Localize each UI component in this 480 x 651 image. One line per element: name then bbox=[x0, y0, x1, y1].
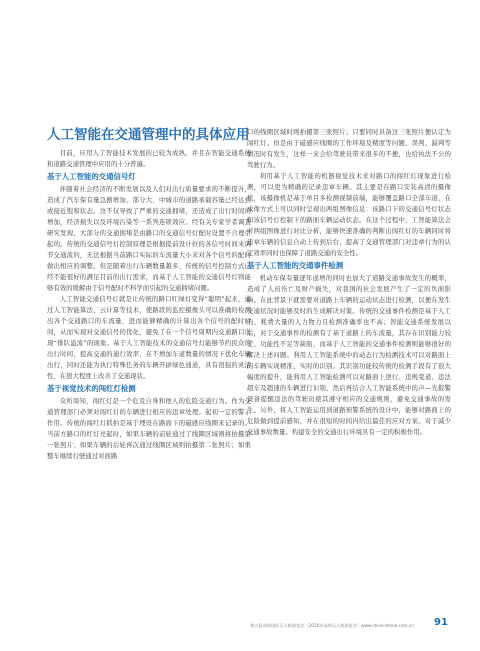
paragraph-red-light-1: 众所周知，闯红灯是一个危及自身和他人的危险交通行为。作为交通管理部门必须对闯红灯的车辆进行相应的违章处理。起初一定的警示作用。传统的闯红灯抓拍是基于埋设在路面下的磁感应线圈来记录的。当前方路口的红灯亮起时，如果车辆的前轮通过了线圈区域则将拍摄第一张照片；如果车辆的后轮再次通过线圈区域则拍摄第二张照片；如果整车继续行驶通过对面路 bbox=[47, 398, 251, 460]
left-column bbox=[47, 127, 251, 462]
section-heading-red-light: 基于视觉技术的闯红灯检测 bbox=[47, 384, 136, 393]
page-footer: 第五届深圳国际无人机展览会（2020年深圳无人机展览会）www.china-drone.com.cn bbox=[250, 623, 414, 628]
section-heading-traffic-lights: 基于人工智能的交通信号灯 bbox=[47, 172, 136, 181]
paragraph-traffic-lights-1: 伴随着社会经济的不断发展以及人们对出行质量要求的不断提升，造成了汽车保有量急剧增加，部分大、中城市的道路承载容量已经达到或接近饱和状态。这不仅导致了严重的交通拥堵，还造成了出行时间的增加，经济损失以及环境污染等一系列连锁效应。经有关专家学者调查研究发现，大部分的交通拥堵是由路口的交通信号灯配时设置不合理引起的。传统的交通信号灯控制原理是根据提前设计好的各信号时间来调节交通流的，无法根据当前路口实际的车流量大小来对各个信号的配时做出相应的调整。但是随着出行车辆数量越多，传统的信号控制方式已经不能很好的满足目前的出行需求，而基于人工智能的交通信号灯则能够有效的缓解由于信号配时不科学而引起的交通拥堵问题。 bbox=[47, 186, 251, 292]
paragraph-red-light-continued: 口的线圈区域时则拍摄第三张照片；只要同时具备这三张照片便认定为闯红灯。但是由于磁感应线圈的工作环境及精度等问题，误判、漏判等情况时有发生，这样一来会给驾驶员带来很多的不便，也给执法不公的驾驶行为。 bbox=[247, 129, 451, 169]
paragraph-incident-detection: 机动车保有量逐年递增的同时也加大了道路交通事故发生的概率，造成了人员伤亡及财产损失，对我国的社会发展产生了一定的负面影响。在此背景下就需要对道路上车辆的运动状态进行检测，以便在发生交通状况时能够及时的生成解决对策。传统的交通事件检测是基于人工的，耗费大量的人力物力且检测准确率也不高；智能交通系统发展以后，对于交通事件的检测有了基于道路上的车流量，其存在识别能力较差、功能性不足等缺陷，而基于人工智能的交通事件检测则能够很好的解决上述问题。利用人工智能系统中的动态行为检测技术可以对路面上的车辆实现精准、实时的识别。其识别功能较传统的检测手段有了很大幅度的提升，能利用人工智能检测可以对路面上逆行、违规变道、违法超车及超速的车辆进行识别、然后再结合人工智能系统中的声—光报警设备提醒违法的驾驶员使其遵守相应的交通规则，避免交通事故的发生。另外，将人工智能运用到道路预警系统的设计中，能够对路面上的危险做到提前感知，并在很短的时间内给出最佳的应对方案。对于减少交通事故数量、构建安全的交通出行环境具有一定的积极作用。 bbox=[247, 275, 451, 436]
article-title: 人工智能在交通管理中的具体应用 bbox=[47, 127, 250, 143]
page-number: 91 bbox=[434, 617, 448, 628]
right-column bbox=[247, 127, 451, 438]
paragraph-traffic-lights-2: 人工智能交通信号灯就是让传统的路口红绿灯变得“聪明”起来，通过人工智能算法、云计算等技术，使路段的监控摄像头可以准确的检测出各个交通路口的车流量，进而能够精确的计算出各个信号的配时时间，从而实现对交通信号的优化，避免了在一个信号周期内交通路口出现“排队溢流”的现象。基于人工智能技术的交通信号灯能够节约民众的出行时间，提高交通的通行效率，在不增加车道数量的情况下优化车辆出行，同时还能为执行特殊任务的车辆开辟绿色通道，具有很强的灵活性，在很大程度上改善了交通现状。 bbox=[47, 296, 251, 380]
section-heading-incident-detection: 基于人工智能的交通事件检测 bbox=[247, 261, 344, 270]
paragraph-red-light-2: 利用基于人工智能的机器视觉技术来对路口的闯红灯现象进行检测，可以更为精确的记录违章车辆。其主要是在路口安装高清的摄像机，该摄像机是基于单目多检测视频前端，能够覆盖路口全部车道，在成像方式上可以同时呈现出两组图像信息：该路口下的交通信号灯状态和该信号灯控制下的路面车辆运动状态。在这个过程中，工智能算法会对两组图像进行对比分析，能够快速准确的判断出闯红灯的车辆同时将违章车辆的信息自动上传到后台，提高了交通管理部门对违章行为的认定效率同时也保障了道路交通的安全性。 bbox=[247, 173, 451, 257]
intro-paragraph: 目前，应用人工智能技术发展的已较为成熟，并且在智能交通系统和道路交通管理中应用的十分普遍。 bbox=[47, 150, 251, 168]
